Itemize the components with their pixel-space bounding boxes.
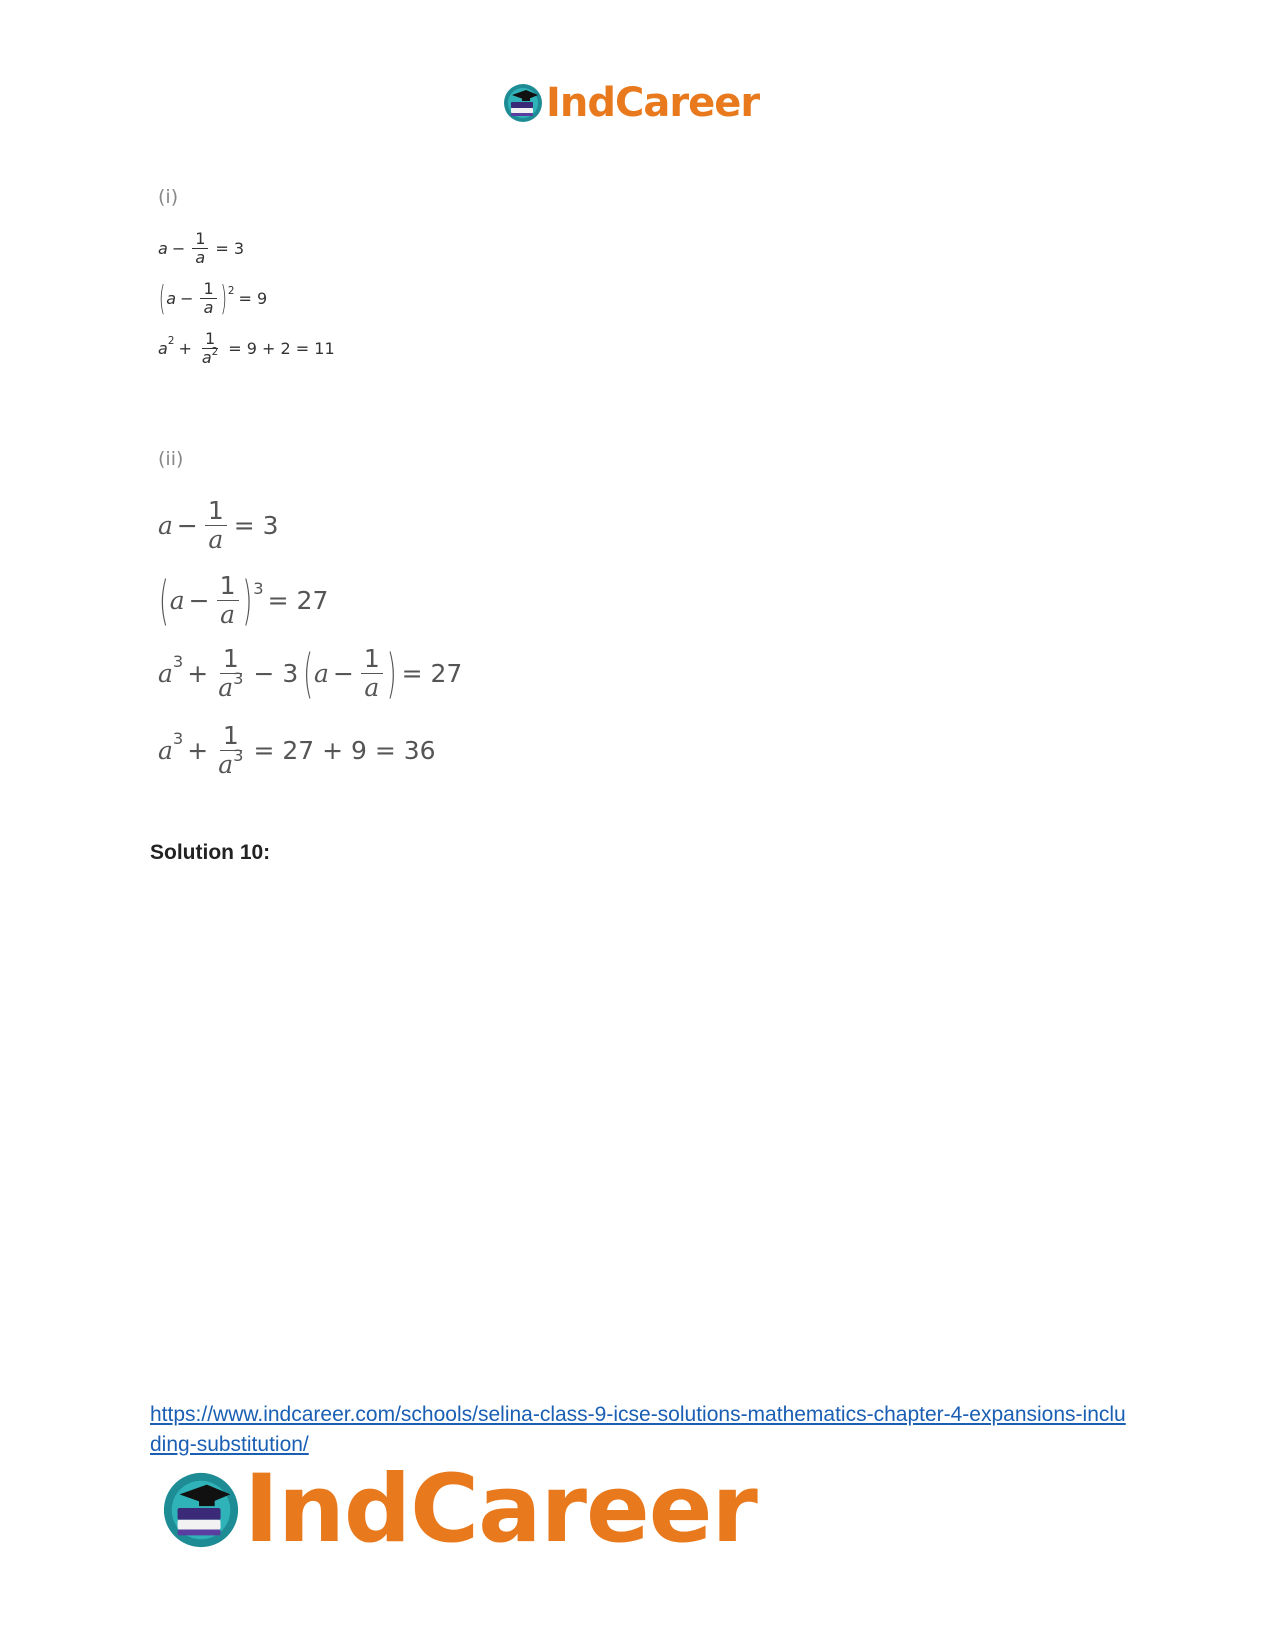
- fraction: [215, 722, 246, 778]
- fraction: [192, 230, 208, 266]
- numerator: 1: [192, 230, 208, 249]
- part-i-line-3: [158, 330, 339, 366]
- rhs: = 27: [401, 658, 463, 688]
- logo-wordmark: IndCareer: [244, 1455, 757, 1564]
- fraction: [217, 572, 239, 628]
- source-link[interactable]: https://www.indcareer.com/schools/selina-class-9-icse-solutions-mathematics-chapter-4-expansions-including-substitution/: [150, 1403, 1126, 1456]
- part-ii-line-4: [158, 722, 440, 778]
- variable: a: [166, 288, 177, 308]
- operator: −: [180, 288, 194, 308]
- variable: a: [158, 238, 168, 258]
- rhs: = 9: [238, 288, 268, 308]
- numerator: 1: [361, 645, 383, 674]
- operator: +: [187, 735, 209, 765]
- operator: −: [332, 658, 354, 688]
- numerator: 1: [205, 497, 227, 526]
- part-ii-label: (ii): [158, 448, 184, 470]
- numerator: 1: [220, 722, 242, 751]
- denominator: a: [195, 247, 206, 267]
- denominator: $a^3$: [218, 669, 244, 702]
- solution-heading: Solution 10:: [150, 841, 271, 864]
- rhs: = 27 + 9 = 36: [253, 735, 436, 765]
- numerator: 1: [220, 645, 242, 674]
- variable: a: [314, 658, 329, 688]
- operator: −: [176, 510, 198, 540]
- denominator: a: [203, 297, 214, 317]
- rhs: = 3: [233, 510, 279, 540]
- logo-wordmark: IndCareer: [546, 80, 760, 126]
- variable: a: [158, 658, 173, 688]
- numerator: 1: [202, 330, 218, 349]
- rhs: = 3: [215, 238, 245, 258]
- numerator: 1: [200, 280, 216, 299]
- exponent: 3: [253, 579, 264, 599]
- numerator: 1: [217, 572, 239, 601]
- fraction: [205, 497, 227, 553]
- exponent: 3: [172, 729, 184, 749]
- denominator: $a^2$: [201, 346, 219, 367]
- part-ii-line-2: ( a − $\frac{1}{a}$ ) 3 = 27: [159, 569, 329, 631]
- rhs: = 27: [267, 585, 329, 615]
- operator: +: [178, 338, 192, 358]
- operator: − 3: [253, 658, 299, 688]
- denominator: a: [364, 672, 380, 702]
- operator: −: [171, 238, 186, 258]
- part-i-line-2: ( a − $\frac{1}{a}$ ) 2 = 9: [159, 278, 268, 319]
- header-logo: [502, 78, 759, 128]
- variable: a: [158, 510, 173, 540]
- denominator: $a^3$: [218, 746, 244, 779]
- fraction: [361, 645, 383, 701]
- fraction: [200, 280, 216, 316]
- operator: +: [187, 658, 209, 688]
- fraction: [215, 645, 246, 701]
- part-i-line-1: [158, 230, 248, 266]
- exponent: 3: [172, 652, 184, 672]
- operator: −: [188, 585, 210, 615]
- denominator: a: [220, 599, 236, 629]
- rhs: = 9 + 2 = 11: [228, 338, 335, 358]
- exponent: 2: [167, 334, 175, 347]
- footer-logo: [160, 1455, 757, 1564]
- denominator: a: [208, 524, 224, 554]
- exponent: 2: [227, 284, 235, 297]
- book-globe-icon: [502, 82, 544, 124]
- variable: a: [158, 338, 168, 358]
- fraction: [199, 330, 221, 366]
- variable: a: [169, 585, 185, 615]
- book-globe-icon: [160, 1469, 242, 1551]
- part-ii-line-1: [158, 497, 283, 553]
- part-i-label: (i): [158, 186, 179, 208]
- variable: a: [158, 735, 173, 765]
- part-ii-line-3: a 3 + $\frac{1}{a^3}$ − 3 ( a − $\frac{1}{a}$ ) = 27: [158, 642, 463, 704]
